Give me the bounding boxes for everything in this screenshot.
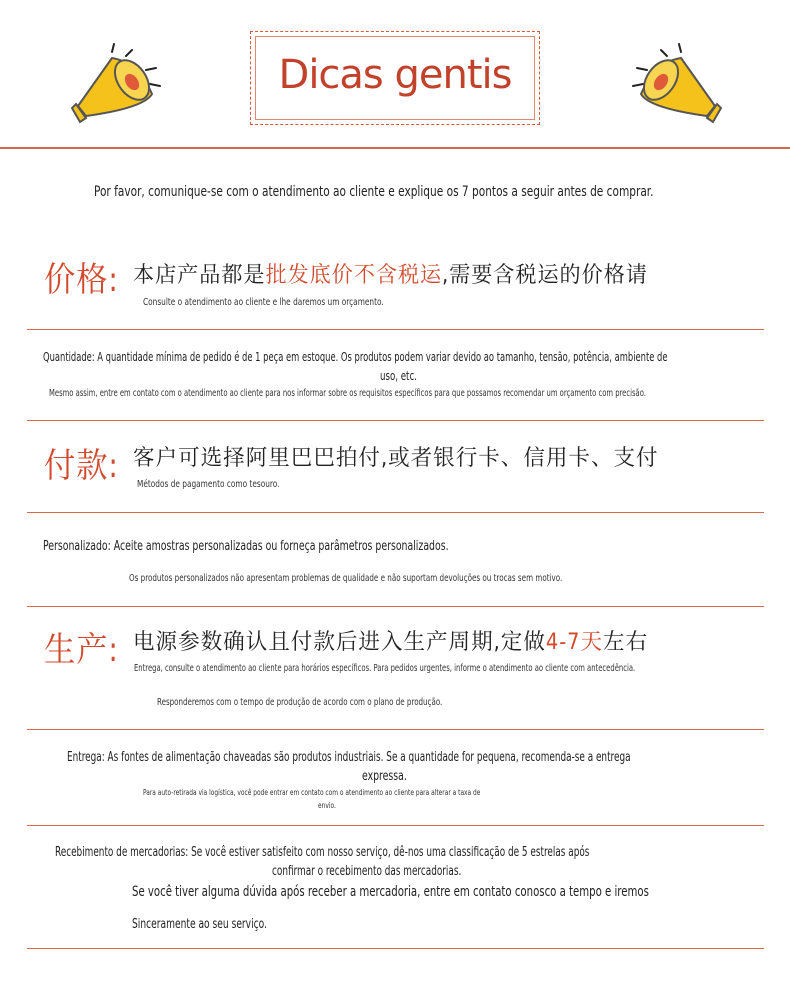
page-title: Dicas gentis (278, 52, 512, 98)
title-box (250, 31, 540, 125)
divider (27, 420, 764, 421)
quantity-line-2: uso, etc. (380, 369, 417, 383)
divider (27, 729, 764, 730)
production-note-1: Entrega, consulte o atendimento ao cliente para horários específicos. Para pedidos urgentes, informe o atendimento ao cliente com antecedência. (134, 663, 636, 674)
divider (27, 329, 764, 330)
price-note: Consulte o atendimento ao cliente e lhe daremos um orçamento. (143, 297, 384, 308)
megaphone-icon (625, 42, 725, 124)
receipt-line-2: confirmar o recebimento das mercadorias. (272, 864, 462, 879)
header-divider (0, 147, 790, 149)
production-highlight: 4-7天 (545, 630, 604, 655)
custom-line-2: Os produtos personalizados não apresentam problemas de qualidade e não suportam devoluções ou trocas sem motivo. (129, 573, 563, 584)
price-highlight: 批发底价不含税运 (265, 263, 443, 288)
delivery-line-4: envio. (318, 801, 336, 810)
divider (27, 825, 764, 826)
divider (27, 948, 764, 949)
production-note-2: Responderemos com o tempo de produção de acordo com o plano de produção. (157, 697, 443, 708)
payment-note: Métodos de pagamento como tesouro. (137, 479, 280, 490)
delivery-line-2: expressa. (362, 769, 407, 784)
price-label: 价格: (44, 260, 119, 300)
receipt-line-3: Se você tiver alguma dúvida após receber a mercadoria, entre em contato conosco a tempo e iremos (132, 884, 649, 900)
intro-text: Por favor, comunique-se com o atendimento ao cliente e explique os 7 pontos a seguir antes de comprar. (94, 184, 654, 200)
divider (27, 606, 764, 607)
divider (27, 512, 764, 513)
production-text: 电源参数确认且付款后进入生产周期,定做4-7天左右 (133, 630, 649, 655)
payment-label: 付款: (44, 446, 119, 486)
payment-text: 客户可选择阿里巴巴拍付,或者银行卡、信用卡、支付 (133, 446, 659, 471)
quantity-line-3: Mesmo assim, entre em contato com o atendimento ao cliente para nos informar sobre os requisitos específicos para que possamos recomendar um orçamento com precisão. (49, 388, 646, 399)
megaphone-icon (68, 42, 168, 124)
production-label: 生产: (44, 630, 119, 670)
quantity-line-1: Quantidade: A quantidade mínima de pedido é de 1 peça em estoque. Os produtos podem variar devido ao tamanho, tensão, potência, ambiente de (43, 350, 668, 364)
delivery-line-3: Para auto-retirada via logística, você pode entrar em contato com o atendimento ao cliente para alterar a taxa de (143, 788, 481, 797)
receipt-line-1: Recebimento de mercadorias: Se você estiver satisfeito com nosso serviço, dê-nos uma classificação de 5 estrelas após (55, 845, 590, 860)
price-text: 本店产品都是批发底价不含税运,需要含税运的价格请 (133, 263, 648, 288)
receipt-line-4: Sinceramente ao seu serviço. (132, 917, 267, 932)
custom-line-1: Personalizado: Aceite amostras personalizadas ou forneça parâmetros personalizados. (43, 539, 449, 554)
delivery-line-1: Entrega: As fontes de alimentação chaveadas são produtos industriais. Se a quantidade for pequena, recomenda-se a entrega (67, 750, 631, 765)
